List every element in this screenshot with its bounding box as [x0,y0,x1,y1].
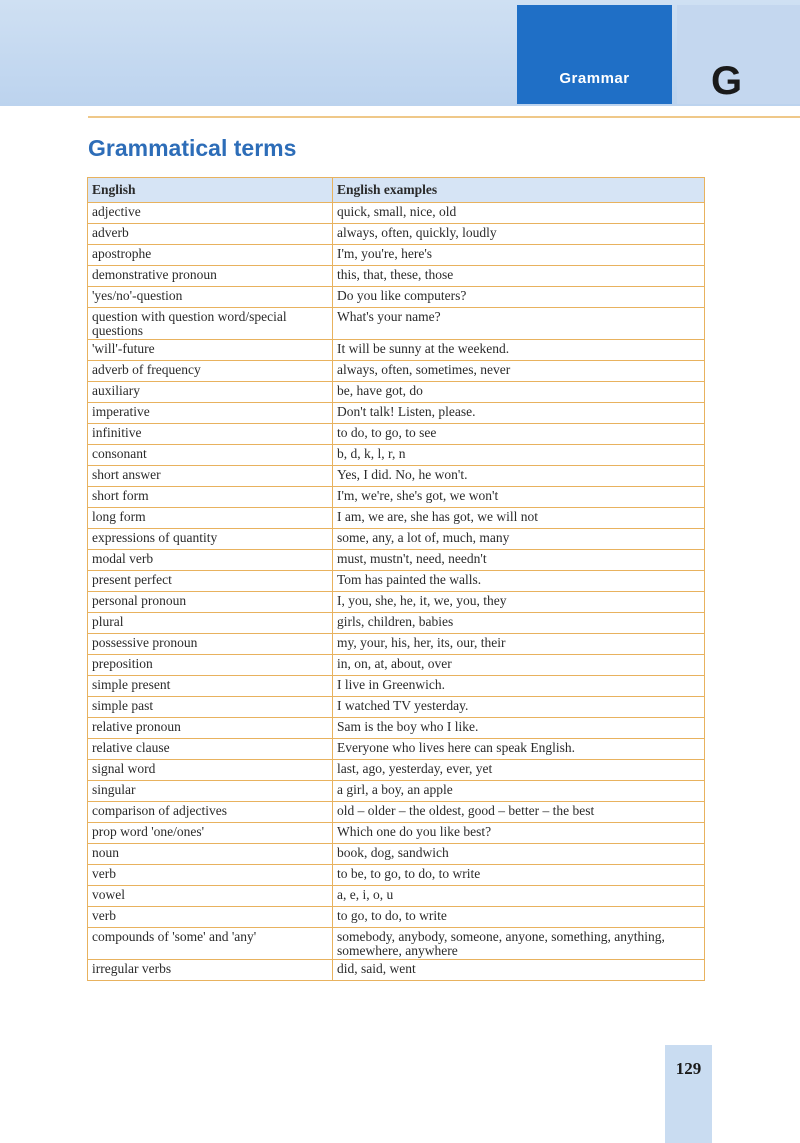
example-cell: to do, to go, to see [333,424,705,445]
term-cell: modal verb [88,550,333,571]
table-row [88,960,705,981]
example-cell: It will be sunny at the weekend. [333,340,705,361]
section-label: Grammar [559,70,630,87]
term-cell: comparison of adjectives [88,802,333,823]
example-cell: be, have got, do [333,382,705,403]
example-cell: always, often, sometimes, never [333,361,705,382]
example-cell: Yes, I did. No, he won't. [333,466,705,487]
term-cell: relative pronoun [88,718,333,739]
example-cell: a, e, i, o, u [333,886,705,907]
term-cell: compounds of 'some' and 'any' [88,928,333,960]
term-cell: preposition [88,655,333,676]
table-row [88,445,705,466]
example-cell: Sam is the boy who I like. [333,718,705,739]
table-row [88,340,705,361]
table-row [88,203,705,224]
example-cell: to be, to go, to do, to write [333,865,705,886]
example-cell: Everyone who lives here can speak English. [333,739,705,760]
table-row [88,844,705,865]
table-row [88,718,705,739]
term-cell: plural [88,613,333,634]
table-row [88,550,705,571]
table-row [88,886,705,907]
table-row [88,308,705,340]
term-cell: apostrophe [88,245,333,266]
table-row [88,781,705,802]
term-cell: irregular verbs [88,960,333,981]
table-row [88,466,705,487]
term-cell: 'will'-future [88,340,333,361]
term-cell: verb [88,907,333,928]
example-cell: always, often, quickly, loudly [333,224,705,245]
table-row [88,529,705,550]
term-cell: expressions of quantity [88,529,333,550]
table-row [88,245,705,266]
term-cell: demonstrative pronoun [88,266,333,287]
table-row [88,287,705,308]
section-letter: G [711,59,743,103]
example-cell: some, any, a lot of, much, many [333,529,705,550]
table-row [88,613,705,634]
grammatical-terms-table [87,177,705,981]
table-row [88,907,705,928]
example-cell: I am, we are, she has got, we will not [333,508,705,529]
example-cell: last, ago, yesterday, ever, yet [333,760,705,781]
term-cell: possessive pronoun [88,634,333,655]
term-cell: relative clause [88,739,333,760]
table-row [88,424,705,445]
example-cell: I watched TV yesterday. [333,697,705,718]
term-cell: present perfect [88,571,333,592]
example-cell: What's your name? [333,308,705,340]
example-cell: my, your, his, her, its, our, their [333,634,705,655]
example-cell: somebody, anybody, someone, anyone, something, anything, somewhere, anywhere [333,928,705,960]
example-cell: I live in Greenwich. [333,676,705,697]
term-cell: noun [88,844,333,865]
example-cell: Don't talk! Listen, please. [333,403,705,424]
term-cell: personal pronoun [88,592,333,613]
page-number-tab [665,1045,712,1143]
table-row [88,571,705,592]
table-row [88,739,705,760]
term-cell: prop word 'one/ones' [88,823,333,844]
column-header-examples: English examples [333,178,705,203]
term-cell: signal word [88,760,333,781]
example-cell: must, mustn't, need, needn't [333,550,705,571]
table-row [88,361,705,382]
term-cell: vowel [88,886,333,907]
table-row [88,760,705,781]
example-cell: I'm, you're, here's [333,245,705,266]
term-cell: simple past [88,697,333,718]
term-cell: auxiliary [88,382,333,403]
example-cell: Which one do you like best? [333,823,705,844]
example-cell: girls, children, babies [333,613,705,634]
header-rule [88,116,800,118]
example-cell: Tom has painted the walls. [333,571,705,592]
table-row [88,634,705,655]
term-cell: simple present [88,676,333,697]
example-cell: in, on, at, about, over [333,655,705,676]
table-row [88,928,705,960]
term-cell: long form [88,508,333,529]
term-cell: question with question word/special questions [88,308,333,340]
term-cell: singular [88,781,333,802]
table-row [88,224,705,245]
page-title: Grammatical terms [88,135,297,161]
term-cell: imperative [88,403,333,424]
table-row [88,655,705,676]
term-cell: short answer [88,466,333,487]
example-cell: book, dog, sandwich [333,844,705,865]
table-row [88,592,705,613]
letter-tab [677,5,800,104]
table-row [88,802,705,823]
term-cell: adjective [88,203,333,224]
term-cell: short form [88,487,333,508]
table-row [88,266,705,287]
table-row [88,865,705,886]
example-cell: old – older – the oldest, good – better – the best [333,802,705,823]
term-cell: 'yes/no'-question [88,287,333,308]
example-cell: a girl, a boy, an apple [333,781,705,802]
table-row [88,676,705,697]
example-cell: I, you, she, he, it, we, you, they [333,592,705,613]
example-cell: I'm, we're, she's got, we won't [333,487,705,508]
table-body [88,203,705,981]
table-row [88,697,705,718]
table-row [88,823,705,844]
term-cell: consonant [88,445,333,466]
table-row [88,487,705,508]
term-cell: adverb [88,224,333,245]
term-cell: adverb of frequency [88,361,333,382]
column-header-english: English [88,178,333,203]
table-row [88,403,705,424]
term-cell: infinitive [88,424,333,445]
table-row [88,508,705,529]
example-cell: to go, to do, to write [333,907,705,928]
table-header-row [88,178,705,203]
example-cell: quick, small, nice, old [333,203,705,224]
example-cell: did, said, went [333,960,705,981]
term-cell: verb [88,865,333,886]
example-cell: Do you like computers? [333,287,705,308]
example-cell: b, d, k, l, r, n [333,445,705,466]
example-cell: this, that, these, those [333,266,705,287]
page-number: 129 [675,1059,702,1078]
section-tab [517,5,672,104]
table-row [88,382,705,403]
